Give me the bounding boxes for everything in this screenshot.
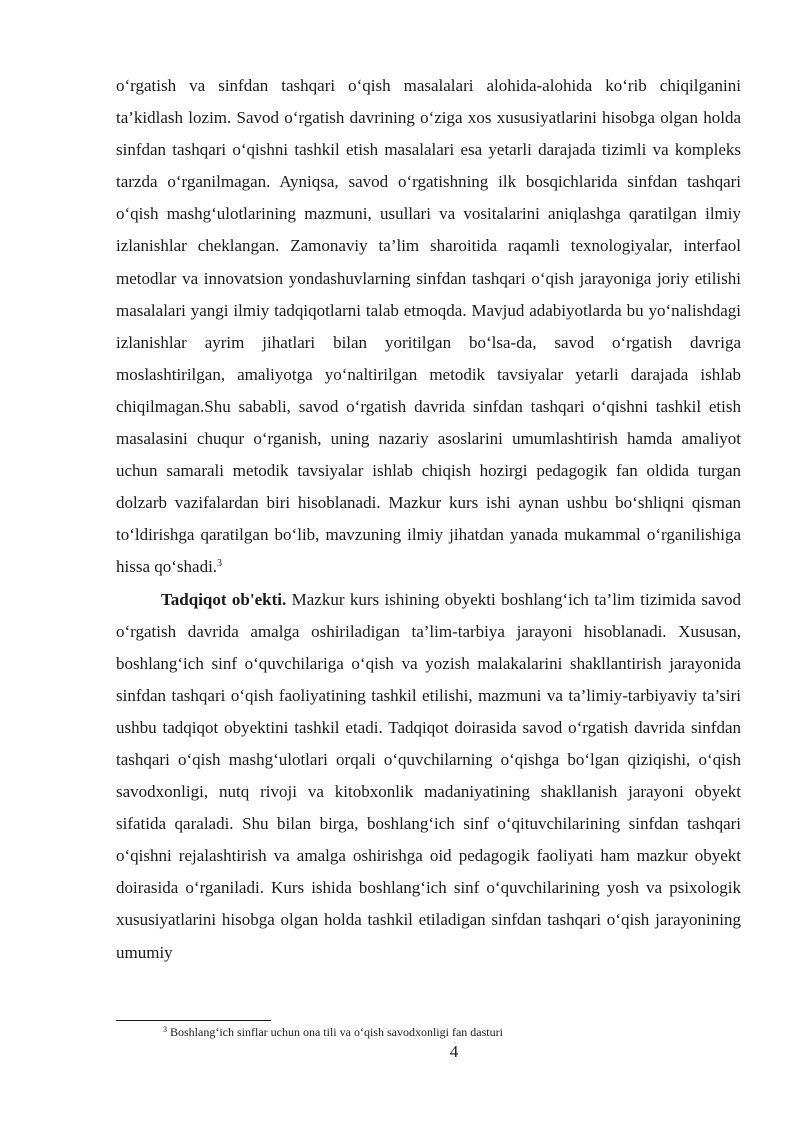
research-object-paragraph <box>116 584 741 969</box>
paragraph-text: Mazkur kurs ishining obyekti boshlang‘ich ta’lim tizimida savod o‘rgatish davrida amalga oshiriladigan ta’lim-tarbiya jarayoni hisoblanadi. Xususan, boshlang‘ich sinf o‘quvchilariga o‘qish va yozish malakalarini shakllantirish jarayonida sinfdan tashqari o‘qish faoliyatining tashkil etilishi, mazmuni va ta’limiy-tarbiyaviy ta’siri ushbu tadqiqot obyektini tashkil etadi. Tadqiqot doirasida savod o‘rgatish davrida sinfdan tashqari o‘qish mashg‘ulotlari orqali o‘quvchilarning o‘qishga bo‘lgan qiziqishi, o‘qish savodxonligi, nutq rivoji va kitobxonlik madaniyatining shakllanish jarayoni obyekt sifatida qaraladi. Shu bilan birga, boshlang‘ich sinf o‘qituvchilarining sinfdan tashqari o‘qishni rejalashtirish va amalga oshirishga oid pedagogik faoliyati ham mazkur obyekt doirasida o‘rganiladi. Kurs ishida boshlang‘ich sinf o‘quvchilarining yosh va psixologik xususiyatlarini hisobga olgan holda tashkil etiladigan sinfdan tashqari o‘qish jarayonining umumiy <box>116 589 742 962</box>
page-number: 4 <box>449 1042 459 1061</box>
footnote-divider <box>116 1020 271 1021</box>
body-paragraph <box>116 70 741 584</box>
footnote-reference[interactable]: 3 <box>217 558 223 570</box>
page-body <box>116 70 741 969</box>
section-heading: Tadqiqot ob'ekti. <box>161 589 287 609</box>
footnote-text: Boshlang‘ich sinflar uchun ona tili va o‘qish savodxonligi fan dasturi <box>170 1025 503 1039</box>
footnote <box>163 1025 503 1039</box>
paragraph-text: o‘rgatish va sinfdan tashqari o‘qish masalalari alohida-alohida ko‘rib chiqilganini ta’kidlash lozim. Savod o‘rgatish davrining o‘ziga xos xususiyatlarini hisobga olgan holda sinfdan tashqari o‘qishni tashkil etish masalalari esa yetarli darajada tizimli va kompleks tarzda o‘rganilmagan. Ayniqsa, savod o‘rgatishning ilk bosqichlarida sinfdan tashqari o‘qish mashg‘ulotlarining mazmuni, usullari va vositalarini aniqlashga qaratilgan ilmiy izlanishlar cheklangan. Zamonaviy ta’lim sharoitida raqamli texnologiyalar, interfaol metodlar va innovatsion yondashuvlarning sinfdan tashqari o‘qish jarayoniga joriy etilishi masalalari yangi ilmiy tadqiqotlarni talab etmoqda. Mavjud adabiyotlarda bu yo‘nalishdagi izlanishlar ayrim jihatlari bilan yoritilgan bo‘lsa-da, savod o‘rgatish davriga moslashtirilgan, amaliyotga yo‘naltirilgan metodik tavsiyalar yetarli darajada ishlab chiqilmagan.Shu sababli, savod o‘rgatish davrida sinfdan tashqari o‘qishni tashkil etish masalasini chuqur o‘rganish, uning nazariy asoslarini umumlashtirish hamda amaliyot uchun samarali metodik tavsiyalar ishlab chiqish hozirgi pedagogik fan oldida turgan dolzarb vazifalardan biri hisoblanadi. Mazkur kurs ishi aynan ushbu bo‘shliqni qisman to‘ldirishga qaratilgan bo‘lib, mavzuning ilmiy jihatdan yanada mukammal o‘rganilishiga hissa qo‘shadi. <box>116 76 741 577</box>
footnote-number: 3 <box>163 1025 167 1034</box>
